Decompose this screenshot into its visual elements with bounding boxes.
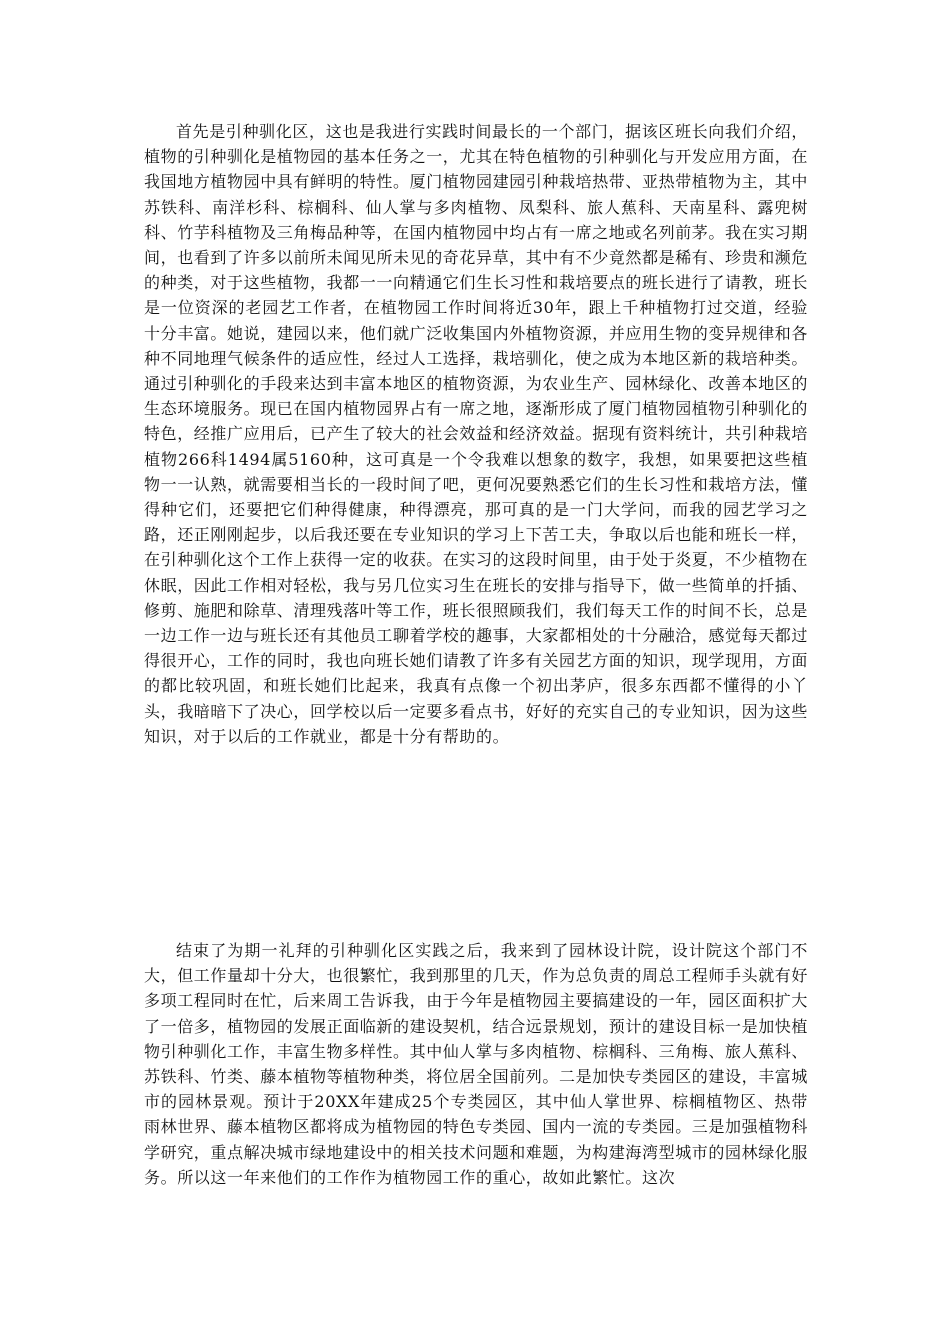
body-paragraph: 首先是引种驯化区，这也是我进行实践时间最长的一个部门，据该区班长向我们介绍，植物的引种驯化是植物园的基本任务之一，尤其在特色植物的引种驯化与开发应用方面，在我国地方植物园中具有鲜明的特性。厦门植物园建园引种栽培热带、亚热带植物为主，其中苏铁科、南洋杉科、棕榈科、仙人掌与多肉植物、凤梨科、旅人蕉科、天南星科、露兜树科、竹芋科植物及三角梅品种等，在国内植物园中均占有一席之地或名列前茅。我在实习期间，也看到了许多以前所未闻见所未见的奇花异草，其中有不少竟然都是稀有、珍贵和濒危的种类，对于这些植物，我都一一向精通它们生长习性和栽培要点的班长进行了请教，班长是一位资深的老园艺工作者，在植物园工作时间将近30年，跟上千种植物打过交道，经验十分丰富。她说，建园以来，他们就广泛收集国内外植物资源，并应用生物的变异规律和各种不同地理气候条件的适应性，经过人工选择，栽培驯化，使之成为本地区新的栽培种类。通过引种驯化的手段来达到丰富本地区的植物资源，为农业生产、园林绿化、改善本地区的生态环境服务。现已在国内植物园界占有一席之地，逐渐形成了厦门植物园植物引种驯化的特色，经推广应用后，已产生了较大的社会效益和经济效益。据现有资料统计，共引种栽培植物266科1494属5160种，这可真是一个令我难以想象的数字，我想，如果要把这些植物一一认熟，就需要相当长的一段时间了吧，更何况要熟悉它们的生长习性和栽培方法，懂得种它们，还要把它们种得健康，种得漂亮，那可真的是一门大学问，而我的园艺学习之路，还正刚刚起步，以后我还要在专业知识的学习上下苦工夫，争取以后也能和班长一样，在引种驯化这个工作上获得一定的收获。在实习的这段时间里，由于处于炎夏，不少植物在休眠，因此工作相对轻松，我与另几位实习生在班长的安排与指导下，做一些简单的扦插、修剪、施肥和除草、清理残落叶等工作，班长很照顾我们，我们每天工作的时间不长，总是一边工作一边与班长还有其他员工聊着学校的趣事，大家都相处的十分融洽，感觉每天都过得很开心，工作的同时，我也向班长她们请教了许多有关园艺方面的知识，现学现用，方面的都比较巩固，和班长她们比起来，我真有点像一个初出茅庐，很多东西都不懂得的小丫头，我暗暗下了决心，回学校以后一定要多看点书，好好的充实自己的专业知识，因为这些知识，对于以后的工作就业，都是十分有帮助的。 bbox=[144, 122, 809, 746]
body-paragraph: 结束了为期一礼拜的引种驯化区实践之后，我来到了园林设计院，设计院这个部门不大，但工作量却十分大，也很繁忙，我到那里的几天，作为总负责的周总工程师手头就有好多项工程同时在忙，后来周工告诉我，由于今年是植物园主要搞建设的一年，园区面积扩大了一倍多，植物园的发展正面临新的建设契机，结合远景规划，预计的建设目标一是加快植物引种驯化工作，丰富生物多样性。其中仙人掌与多肉植物、棕榈科、三角梅、旅人蕉科、苏铁科、竹类、藤本植物等植物种类，将位居全国前列。二是加快专类园区的建设，丰富城市的园林景观。预计于20XX年建成25个专类园区，其中仙人掌世界、棕榈植物区、热带雨林世界、藤本植物区都将成为植物园的特色专类园、国内一流的专类园。三是加强植物科学研究，重点解决城市绿地建设中的相关技术问题和难题，为构建海湾型城市的园林绿化服务。所以这一年来他们的工作作为植物园工作的重心，故如此繁忙。这次 bbox=[144, 941, 809, 1187]
